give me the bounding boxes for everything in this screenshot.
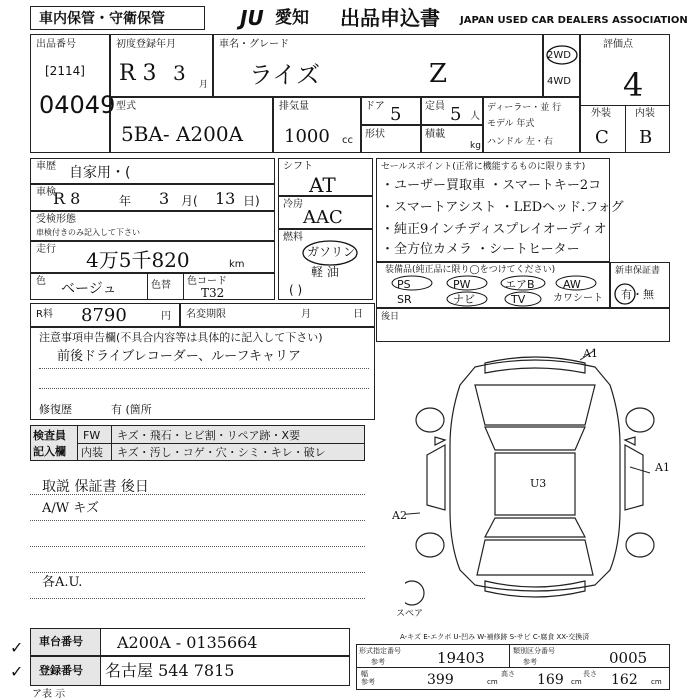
spec-form: 19403 <box>437 649 485 667</box>
equip-sr: SR <box>397 293 412 306</box>
lot-label: 出品番号 <box>36 39 76 50</box>
equipment-circles-icon <box>376 274 610 308</box>
repair-value: 有 (箇所 <box>111 403 152 416</box>
capacity-box <box>421 97 483 125</box>
registration-year: R 3 <box>119 61 157 86</box>
equip-tv: TV <box>511 293 526 306</box>
registration-month: 3 <box>173 61 186 85</box>
spec-box <box>356 644 670 690</box>
registration-label: 初度登録年月 <box>116 39 176 50</box>
fuel-other: ( ) <box>289 283 303 297</box>
load-box <box>421 125 483 153</box>
equip-pw: PW <box>453 278 471 291</box>
equip-navi: ナビ <box>453 293 475 306</box>
history-label: 車歴 <box>36 161 56 172</box>
spec-cat: 0005 <box>609 649 648 667</box>
recycle-value: 8790 <box>81 305 127 326</box>
load-label: 積載 <box>425 129 445 140</box>
damage-legend: A-キズ E-エクボ U-凹み W-補修跡 S-サビ C-腐食 XX-交換済 <box>400 633 590 641</box>
registration-box <box>110 34 213 97</box>
spec-cm-1: cm <box>487 678 498 686</box>
name-change-month: 月 <box>301 309 311 320</box>
notes-label: 注意事項申告欄(不具合内容等は具体的に記入して下さい) <box>39 331 323 344</box>
fuel-label: 燃料 <box>283 232 303 243</box>
mileage-box <box>30 241 275 273</box>
exterior-label: 外装 <box>591 108 611 119</box>
score-box <box>580 34 670 153</box>
spec-height: 169 <box>537 672 564 688</box>
inspection-form-box <box>30 211 275 241</box>
registration-month-unit: 月 <box>199 80 209 90</box>
lot-sub: [2114] <box>45 64 85 78</box>
new-car-label: 新車保証書 <box>615 266 661 276</box>
spec-ref-3: 参考 <box>361 678 375 686</box>
aircon-box <box>278 196 373 229</box>
history-value: 自家用・( <box>69 165 131 181</box>
spec-cm-3: cm <box>651 678 662 686</box>
spec-ref-1: 参考 <box>371 658 385 666</box>
inspection-d: 日) <box>243 194 260 208</box>
model-box <box>110 97 273 153</box>
checker-line-1: キズ・飛石・ヒビ割・リペア跡・X要 <box>117 429 301 442</box>
ju-logo: JU <box>240 6 264 30</box>
association-name: JAPAN USED CAR DEALERS ASSOCIATION <box>460 15 688 26</box>
chassis-label: 車台番号 <box>39 635 83 648</box>
new-car-value: 有・無 <box>621 288 654 301</box>
spec-length: 162 <box>611 672 638 688</box>
history-box <box>30 158 275 184</box>
car-grade: Z <box>429 59 448 89</box>
plate-value: 名古屋 544 7815 <box>105 661 235 680</box>
notes-text: 前後ドライブレコーダー、ルーフキャリア <box>57 349 302 364</box>
selling-box <box>376 158 624 262</box>
name-change-day: 日 <box>353 309 363 320</box>
shift-box <box>278 158 373 196</box>
score-label: 評価点 <box>603 39 633 50</box>
inspection-month: 3 <box>159 189 170 208</box>
checker-label-2: 記入欄 <box>33 445 66 458</box>
color-value: ベージュ <box>61 281 117 297</box>
model-value: 5BA- A200A <box>121 122 244 146</box>
notes-box <box>30 327 375 420</box>
aircon-label: 冷房 <box>283 199 303 210</box>
displacement-unit: cc <box>342 135 353 146</box>
chassis-box <box>30 628 350 656</box>
lot-number: 04049 <box>39 91 116 119</box>
handwritten-line-3: 各A.U. <box>42 575 83 590</box>
inspection-form-label: 受検形態 <box>36 214 76 225</box>
aircon-value: AAC <box>303 207 343 228</box>
shift-label: シフト <box>283 161 313 172</box>
after-box <box>376 308 670 342</box>
name-change-box <box>180 303 375 327</box>
inspection-box <box>30 184 275 211</box>
dealer-box <box>483 97 580 153</box>
check-mark-2-icon: ✓ <box>10 662 24 681</box>
drive-2wd: 2WD <box>547 50 571 61</box>
recycle-unit: 円 <box>161 311 171 322</box>
selling-point-4: ・全方位カメラ ・シートヒーター <box>381 242 580 257</box>
color-code-label: 色コード <box>187 276 227 287</box>
spec-width: 399 <box>427 672 454 688</box>
inspection-form-note: 車検付きのみ記入して下さい <box>36 228 140 237</box>
displacement-value: 1000 <box>284 126 330 147</box>
fuel-gas: ガソリン <box>307 245 356 259</box>
storage-label: 車内保管・守衛保管 <box>39 11 165 27</box>
capacity-value: 5 <box>450 104 462 125</box>
after-label: 後日 <box>381 312 400 322</box>
recycle-box <box>30 303 180 327</box>
spec-height-label: 高さ <box>501 670 515 678</box>
score-value: 4 <box>623 66 644 104</box>
load-unit: kg <box>470 141 481 151</box>
shift-value: AT <box>309 173 336 197</box>
spec-ref-2: 参考 <box>523 658 537 666</box>
spec-cm-2: cm <box>571 678 582 686</box>
recycle-label: R料 <box>36 309 53 320</box>
color-box <box>30 273 275 300</box>
damage-a1-right: A1 <box>655 461 670 474</box>
inspection-label: 車検 <box>36 187 56 198</box>
checker-fw: FW <box>83 429 101 442</box>
checker-line-2: キズ・汚し・コゲ・穴・シミ・キレ・破レ <box>117 446 326 459</box>
capacity-unit: 人 <box>470 111 480 122</box>
mileage-label: 走行 <box>36 244 56 255</box>
equip-ps: PS <box>397 278 411 291</box>
displacement-label: 排気量 <box>279 101 309 112</box>
dealer-label: ディーラー・並 行 <box>487 103 562 113</box>
damage-a1-top: A1 <box>583 347 598 360</box>
car-name: ライズ <box>249 61 321 89</box>
fuel-light: 軽 油 <box>311 265 339 279</box>
drive-circle-icon <box>545 44 579 66</box>
color-label: 色 <box>36 276 46 287</box>
model-label: 型式 <box>116 101 136 112</box>
damage-a2-left: A2 <box>392 509 407 522</box>
displacement-box <box>273 97 361 153</box>
drive-4wd: 4WD <box>547 76 571 87</box>
notes-area <box>30 462 365 630</box>
car-box <box>213 34 543 97</box>
repair-label: 修復歴 <box>39 403 72 416</box>
lot-box <box>30 34 116 153</box>
equipment-label: 装備品(純正品に限り◯をつけてください) <box>385 265 556 275</box>
handle-label: ハンドル 左・右 <box>487 137 553 147</box>
plate-label: 登録番号 <box>39 664 83 677</box>
equip-aw: AW <box>563 278 581 291</box>
chassis-value: A200A - 0135664 <box>117 633 258 652</box>
spare-label: スペア <box>396 609 424 619</box>
checker-label-1: 検査員 <box>33 429 66 442</box>
org-name: 愛知 <box>275 8 309 28</box>
selling-label: セールスポイント(正常に機能するものに限ります) <box>381 162 586 172</box>
new-car-circle-icon <box>612 282 638 306</box>
form-title: 出品申込書 <box>340 6 440 30</box>
spec-width-label: 幅 <box>361 670 368 678</box>
model-year-label: モデル 年式 <box>487 119 535 129</box>
interior-score: B <box>639 127 653 148</box>
inspection-day: 13 <box>215 189 236 208</box>
bottom-label: ア表 示 <box>32 689 66 700</box>
equip-airbag: エアB <box>505 278 535 291</box>
inspection-y: 年 <box>119 194 132 208</box>
handwritten-line-1: 取説 保証書 後日 <box>42 479 149 495</box>
name-change-label: 名変期限 <box>186 309 226 320</box>
color-change-label: 色替 <box>151 280 171 291</box>
shape-box <box>361 125 421 153</box>
doors-value: 5 <box>390 104 402 125</box>
checker-nai: 内装 <box>81 446 103 459</box>
fuel-circle-icon <box>300 238 360 268</box>
selling-point-1: ・ユーザー買取車 ・スマートキー2コ <box>381 178 602 193</box>
checker-box <box>30 425 365 461</box>
equip-seat: カワシート <box>553 293 603 304</box>
inspection-year: R 8 <box>53 189 81 208</box>
damage-u3: U3 <box>530 477 547 490</box>
selling-point-3: ・純正9インチディスプレイオーディオ <box>381 222 607 237</box>
plate-box <box>30 656 350 686</box>
spec-form-label: 形式指定番号 <box>359 647 401 655</box>
spec-len-label: 長さ <box>583 670 597 678</box>
exterior-score: C <box>595 127 609 148</box>
capacity-label: 定員 <box>425 101 445 112</box>
shape-label: 形状 <box>365 129 385 140</box>
doors-label: ドア <box>365 101 385 112</box>
inspection-m: 月( <box>181 194 198 208</box>
mileage-value: 4万5千820 <box>86 248 190 272</box>
selling-point-2: ・スマートアシスト ・LEDヘッド.フォグ <box>381 200 624 215</box>
color-code: T32 <box>201 286 225 300</box>
handwritten-line-2: A/W キズ <box>42 501 100 516</box>
car-label: 車名・グレード <box>219 39 289 50</box>
doors-box <box>361 97 421 125</box>
check-mark-1-icon: ✓ <box>10 638 24 657</box>
mileage-unit: km <box>229 259 245 270</box>
spec-cat-label: 類別区分番号 <box>513 647 555 655</box>
storage-box <box>30 6 205 30</box>
interior-label: 内装 <box>635 108 655 119</box>
